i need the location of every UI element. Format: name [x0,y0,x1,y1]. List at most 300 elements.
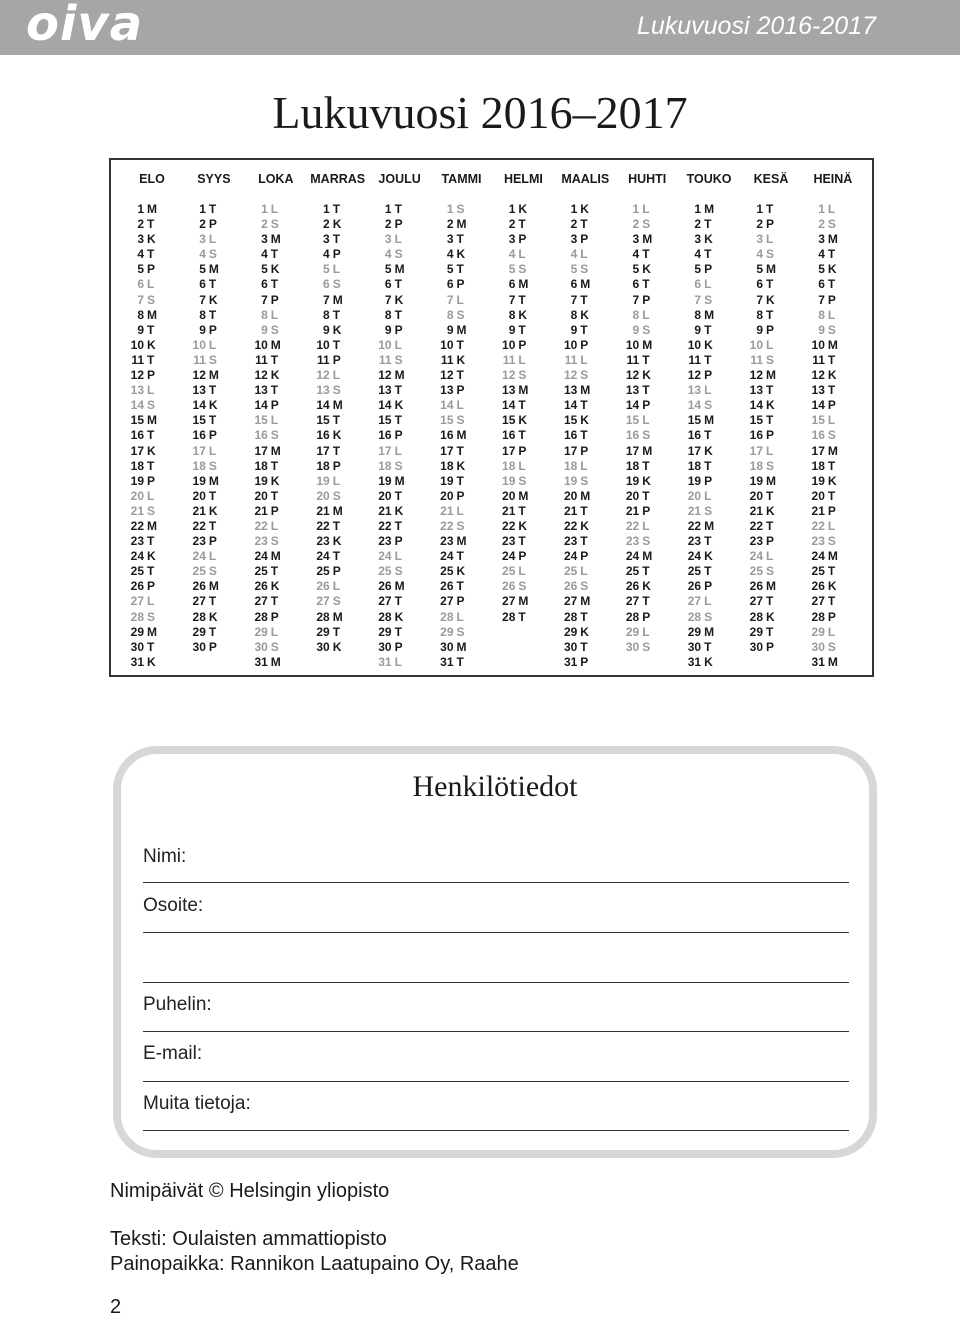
weekday-letter: P [147,262,156,277]
day-number: 26 [502,579,516,594]
calendar-day [251,474,301,489]
calendar-day [560,564,610,579]
day-number: 25 [811,564,825,579]
address-line-2[interactable] [143,982,849,983]
calendar-day [498,489,548,504]
day-number: 22 [440,518,454,533]
weekday-letter: T [827,488,836,503]
day-number: 24 [749,549,763,564]
weekday-letter: T [766,307,774,322]
calendar-day [437,232,487,247]
email-line[interactable] [143,1081,849,1082]
calendar-day [313,277,363,292]
day-number: 19 [440,473,454,488]
day-number: 21 [502,503,516,518]
month-column [251,202,301,670]
calendar-day [127,293,177,308]
day-number: 25 [440,564,454,579]
weekday-letter: S [704,398,713,413]
weekday-letter: S [518,579,527,594]
day-number: 19 [687,473,702,488]
day-number: 30 [254,639,268,654]
calendar-day [622,444,672,459]
calendar-day [251,247,301,262]
day-number: 24 [811,549,825,564]
day-number: 17 [316,443,330,458]
weekday-letter: T [270,564,279,579]
day-number: 15 [378,413,392,428]
day-number: 10 [687,337,702,352]
calendar-day [251,398,301,413]
calendar-day [251,640,301,655]
day-number: 31 [254,654,268,669]
calendar-day [251,338,301,353]
weekday-letter: P [704,262,713,277]
weekday-letter: P [704,473,713,488]
month-header: MAALIS [561,172,610,186]
calendar-day [684,398,734,413]
weekday-letter: T [332,202,341,216]
day-number: 24 [254,549,268,564]
weekday-letter: P [332,458,341,473]
weekday-letter: S [270,639,279,654]
calendar-day [498,383,548,398]
day-number: 30 [192,639,206,654]
weekday-letter: L [766,443,774,458]
calendar-day [684,338,734,353]
day-number: 8 [818,307,825,322]
calendar-day [498,398,548,413]
weekday-letter: L [827,202,836,216]
day-number: 20 [192,488,206,503]
calendar-day [375,262,425,277]
calendar-day [313,353,363,368]
calendar-day [313,504,363,519]
day-number: 11 [626,352,640,367]
header-year-label: Lukuvuosi 2016-2017 [636,12,876,40]
calendar-day [746,444,796,459]
day-number: 18 [502,458,516,473]
day-number: 20 [440,488,454,503]
day-number: 12 [749,368,763,383]
weekday-letter: L [827,413,836,428]
calendar-day [375,459,425,474]
weekday-letter: T [827,352,836,367]
weekday-letter: L [394,232,402,247]
weekday-letter: S [208,564,217,579]
weekday-letter: P [270,398,279,413]
calendar-day [375,625,425,640]
calendar-day [251,232,301,247]
day-number: 7 [570,292,578,307]
day-number: 6 [261,277,268,292]
weekday-letter: T [518,217,526,232]
day-number: 27 [130,594,144,609]
weekday-letter: M [580,383,591,398]
calendar-day [375,232,425,247]
day-number: 3 [199,232,206,247]
calendar-day [375,519,425,534]
day-number: 14 [749,398,763,413]
weekday-letter: P [704,368,713,383]
calendar-day [560,549,610,564]
day-number: 6 [756,277,763,292]
day-number: 21 [378,503,392,518]
weekday-letter: L [518,247,526,262]
day-number: 11 [255,352,268,367]
weekday-letter: T [208,383,217,398]
other-info-line[interactable] [143,1130,849,1131]
weekday-letter: M [827,337,838,352]
day-number: 16 [440,428,454,443]
calendar-day [498,217,548,232]
weekday-letter: T [518,503,526,518]
weekday-letter: T [147,534,155,549]
day-number: 12 [625,368,640,383]
day-number: 16 [502,428,516,443]
calendar-day [498,368,548,383]
day-number: 5 [323,262,330,277]
day-number: 13 [254,383,268,398]
day-number: 5 [694,262,702,277]
calendar-day [437,428,487,443]
day-number: 2 [137,217,144,232]
calendar-day [684,459,734,474]
calendar-day [189,217,239,232]
calendar-day [189,640,239,655]
day-number: 26 [254,579,268,594]
day-number: 21 [563,503,578,518]
day-number: 6 [570,277,578,292]
calendar-day [622,338,672,353]
weekday-letter: M [208,368,219,383]
calendar-day [375,549,425,564]
weekday-letter: K [766,503,775,518]
day-number: 11 [812,352,825,367]
calendar-day [437,534,487,549]
day-number: 27 [625,594,640,609]
weekday-letter: K [827,473,837,488]
calendar-day [622,217,672,232]
weekday-letter: L [580,352,588,367]
day-number: 1 [137,202,144,216]
day-number: 21 [811,503,825,518]
weekday-letter: T [147,458,155,473]
weekday-letter: K [270,368,280,383]
day-number: 18 [687,458,702,473]
calendar-day [560,383,610,398]
weekday-letter: K [580,307,589,322]
calendar-day [251,308,301,323]
day-number: 3 [261,232,268,247]
day-number: 12 [502,368,516,383]
calendar-day [127,489,177,504]
calendar-day [127,308,177,323]
day-number: 17 [811,443,825,458]
day-number: 31 [687,654,702,669]
day-number: 13 [502,383,516,398]
calendar-day [375,338,425,353]
weekday-letter: P [766,639,775,654]
calendar-day [251,534,301,549]
weekday-letter: S [147,292,156,307]
calendar-day [251,202,301,217]
weekday-letter: T [580,534,588,549]
day-number: 5 [199,262,206,277]
calendar-day [622,353,672,368]
weekday-letter: K [827,368,837,383]
weekday-letter: T [270,277,279,292]
weekday-letter: M [208,579,219,594]
calendar-day [437,625,487,640]
calendar-day [375,217,425,232]
day-number: 5 [137,262,144,277]
weekday-letter: T [580,503,588,518]
calendar-day [684,625,734,640]
day-number: 30 [811,639,825,654]
weekday-letter: T [704,217,712,232]
day-number: 1 [446,202,454,216]
day-number: 1 [199,202,206,216]
calendar-day [746,368,796,383]
weekday-letter: P [766,322,775,337]
weekday-letter: T [208,307,217,322]
weekday-letter: M [270,654,281,669]
calendar-day [375,474,425,489]
day-number: 17 [687,443,702,458]
day-number: 9 [384,322,392,337]
weekday-letter: M [580,277,591,292]
month-header: SYYS [197,172,231,186]
weekday-letter: K [208,292,218,307]
day-number: 22 [625,518,640,533]
day-number: 9 [261,322,268,337]
weekday-letter: S [766,458,775,473]
calendar-day [808,413,858,428]
calendar-day [251,549,301,564]
calendar-day [313,459,363,474]
day-number: 14 [811,398,825,413]
weekday-letter: L [642,307,650,322]
day-number: 3 [446,232,454,247]
weekday-letter: T [518,292,526,307]
day-number: 2 [694,217,702,232]
calendar-day [746,398,796,413]
weekday-letter: P [518,232,527,247]
day-number: 5 [632,262,640,277]
calendar-day [127,504,177,519]
name-line[interactable] [143,882,849,883]
calendar-day [437,308,487,323]
weekday-letter: L [642,413,650,428]
weekday-letter: P [332,352,341,367]
day-number: 4 [384,247,392,262]
month-header: MARRAS [310,172,366,186]
calendar-day [560,308,610,323]
weekday-letter: M [456,534,467,549]
calendar-day [189,323,239,338]
calendar-day [251,579,301,594]
weekday-letter: L [270,518,279,533]
calendar-day [684,594,734,609]
calendar-day [622,202,672,217]
weekday-letter: L [332,368,341,383]
weekday-letter: S [642,534,651,549]
weekday-letter: L [394,654,402,669]
calendar-day [251,504,301,519]
calendar-day [313,625,363,640]
month-header: HELMI [503,172,543,186]
day-number: 3 [632,232,640,247]
calendar-day [437,353,487,368]
day-number: 11 [440,352,454,367]
weekday-letter: K [766,398,775,413]
weekday-letter: P [827,292,836,307]
day-number: 13 [440,383,454,398]
calendar-day [251,489,301,504]
calendar-day [622,489,672,504]
weekday-letter: L [147,594,155,609]
calendar-day [127,338,177,353]
calendar-day [684,655,734,670]
day-number: 8 [632,307,640,322]
weekday-letter: L [270,413,279,428]
calendar-day [127,564,177,579]
calendar-day [808,323,858,338]
day-number: 11 [688,352,702,367]
calendar-day [622,323,672,338]
day-number: 25 [625,564,640,579]
calendar-day [127,444,177,459]
weekday-letter: T [270,488,279,503]
day-number: 10 [625,337,640,352]
calendar-day [437,202,487,217]
weekday-letter: S [766,247,775,262]
day-number: 22 [316,518,330,533]
day-number: 24 [192,549,206,564]
weekday-letter: M [580,594,591,609]
calendar-day [251,625,301,640]
weekday-letter: T [456,654,464,669]
day-number: 18 [316,458,330,473]
calendar-day [498,444,548,459]
weekday-letter: M [642,337,653,352]
day-number: 28 [254,609,268,624]
day-number: 19 [563,473,578,488]
day-number: 29 [130,624,144,639]
weekday-letter: K [456,352,466,367]
calendar-day [746,610,796,625]
calendar-day [498,293,548,308]
calendar-day [498,262,548,277]
day-number: 4 [199,247,206,262]
weekday-letter: P [208,534,217,549]
weekday-letter: S [827,534,836,549]
day-number: 16 [811,428,825,443]
weekday-letter: L [642,202,650,216]
day-number: 27 [811,594,825,609]
calendar-day [375,323,425,338]
weekday-letter: T [518,322,526,337]
day-number: 12 [130,368,144,383]
weekday-letter: T [642,488,650,503]
weekday-letter: T [270,383,279,398]
weekday-letter: M [642,232,653,247]
weekday-letter: K [704,654,713,669]
day-number: 21 [254,503,268,518]
weekday-letter: T [642,564,650,579]
day-number: 13 [378,383,392,398]
weekday-letter: M [332,503,343,518]
calendar-day [622,368,672,383]
calendar-day [313,474,363,489]
weekday-letter: L [147,277,155,292]
day-number: 22 [811,518,825,533]
calendar-day [746,338,796,353]
calendar-day [127,383,177,398]
phone-label: Puhelin: [143,994,212,1015]
weekday-letter: L [580,564,588,579]
day-number: 28 [192,609,206,624]
calendar-day [498,579,548,594]
weekday-letter: M [394,262,405,277]
weekday-letter: T [456,262,464,277]
weekday-letter: T [766,518,774,533]
calendar-day [498,308,548,323]
day-number: 27 [316,594,330,609]
day-number: 18 [192,458,206,473]
day-number: 17 [130,443,144,458]
calendar-day [622,232,672,247]
day-number: 11 [502,352,516,367]
weekday-letter: M [270,232,281,247]
calendar-day [746,625,796,640]
calendar-day [498,247,548,262]
day-number: 15 [811,413,825,428]
day-number: 11 [750,352,763,367]
day-number: 1 [384,202,392,216]
weekday-letter: S [704,609,713,624]
day-number: 11 [564,352,578,367]
calendar-day [437,640,487,655]
day-number: 18 [440,458,454,473]
calendar-day [622,308,672,323]
day-number: 4 [508,247,516,262]
weekday-letter: P [270,292,279,307]
weekday-letter: M [827,654,838,669]
calendar-day [622,398,672,413]
phone-line[interactable] [143,1031,849,1032]
weekday-letter: S [208,247,217,262]
weekday-letter: S [642,322,651,337]
day-number: 27 [502,594,516,609]
calendar-day [560,413,610,428]
calendar-day [313,428,363,443]
weekday-letter: P [147,473,156,488]
calendar-day [746,579,796,594]
day-number: 14 [440,398,454,413]
day-number: 28 [811,609,825,624]
calendar-day [313,549,363,564]
weekday-letter: T [704,564,712,579]
day-number: 10 [130,337,144,352]
calendar-day [808,625,858,640]
calendar-day [808,655,858,670]
address-line-1[interactable] [143,932,849,933]
weekday-letter: K [766,292,775,307]
calendar-day [437,474,487,489]
day-number: 20 [130,488,144,503]
